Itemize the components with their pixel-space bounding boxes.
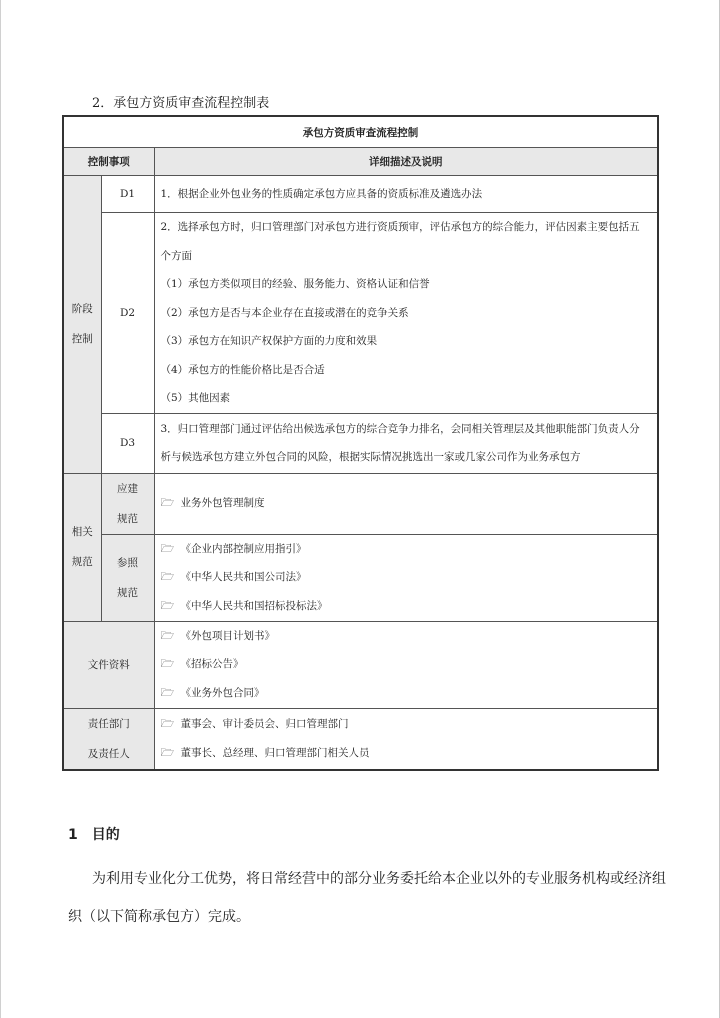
list-item: 🗁 董事长、总经理、归口管理部门相关人员: [161, 739, 652, 768]
reference-norms-label: 参照 规范: [101, 534, 154, 621]
table-caption: 2．承包方资质审查流程控制表: [92, 96, 270, 111]
list-item: 🗁 《中华人民共和国公司法》: [161, 563, 652, 592]
folder-icon: 🗁: [160, 685, 175, 699]
should-establish-items: [154, 473, 658, 534]
list-item: 🗁 《招标公告》: [161, 650, 652, 679]
section-paragraph: 为利用专业化分工优势，将日常经营中的部分业务委托给本企业以外的专业服务机构或经济组织（以下简称承包方）完成。: [68, 871, 666, 925]
table-row: [63, 213, 658, 414]
table-title: 承包方资质审查流程控制: [63, 116, 658, 148]
list-item: 🗁 《企业内部控制应用指引》: [161, 535, 652, 564]
section-heading: [68, 824, 120, 844]
table-header-row: [63, 148, 658, 176]
related-norms-label: 相关 规范: [63, 473, 101, 621]
folder-icon: 🗁: [160, 657, 175, 671]
folder-icon: 🗁: [160, 541, 175, 555]
responsibility-label: 责任部门 及责任人: [63, 708, 154, 770]
table-row: [63, 534, 658, 621]
list-item: 🗁 《中华人民共和国招标投标法》: [161, 592, 652, 621]
table-row: [63, 176, 658, 213]
documents-label: 文件资料: [63, 621, 154, 708]
stage-desc-d1: 1．根据企业外包业务的性质确定承包方应具备的资质标准及遴选办法: [154, 176, 658, 213]
documents-items: [154, 621, 658, 708]
folder-icon: 🗁: [160, 745, 175, 759]
folder-icon: 🗁: [160, 598, 175, 612]
page-left-edge: [0, 0, 1, 1018]
control-table: [62, 115, 659, 771]
stage-code-d3: D3: [101, 413, 154, 473]
list-item: 🗁 董事会、审计委员会、归口管理部门: [161, 710, 652, 739]
header-control-items: 控制事项: [63, 148, 154, 176]
table-row: [63, 413, 658, 473]
folder-icon: 🗁: [160, 717, 175, 730]
table-title-row: [63, 116, 658, 148]
section-title: 目的: [91, 827, 120, 843]
folder-icon: 🗁: [160, 628, 175, 642]
stage-code-d2: D2: [101, 213, 154, 414]
responsibility-items: [154, 708, 658, 770]
list-item: 🗁 《外包项目计划书》: [161, 622, 652, 651]
reference-norms-items: [154, 534, 658, 621]
list-item: 🗁 业务外包管理制度: [161, 489, 652, 518]
stage-desc-d3: 3．归口管理部门通过评估给出候选承包方的综合竞争力排名，会同相关管理层及其他职能部门负责人分 析与候选承包方建立外包合同的风险，根据实际情况挑选出一家或几家公司作为业务承包方: [154, 413, 658, 473]
folder-icon: 🗁: [160, 496, 175, 510]
table-row: [63, 621, 658, 708]
should-establish-label: 应建 规范: [101, 473, 154, 534]
stage-code-d1: D1: [101, 176, 154, 213]
stage-desc-d2: 2．选择承包方时，归口管理部门对承包方进行资质预审，评估承包方的综合能力，评估因素主要包括五 个方面 （1）承包方类似项目的经验、服务能力、资格认证和信誉 （2）承包方是否与本企业存在直接或潜在的竞争关系 （3）承包方在知识产权保护方面的力度和效果 （4）承包方的性能价格比是否合适 （5）其他因素: [154, 213, 658, 414]
table-row: [63, 708, 658, 770]
stage-control-label: 阶段 控制: [63, 176, 101, 474]
list-item: 🗁 《业务外包合同》: [161, 679, 652, 708]
section-number: 1: [68, 827, 78, 843]
header-description: 详细描述及说明: [154, 148, 658, 176]
folder-icon: 🗁: [160, 570, 175, 584]
table-row: [63, 473, 658, 534]
